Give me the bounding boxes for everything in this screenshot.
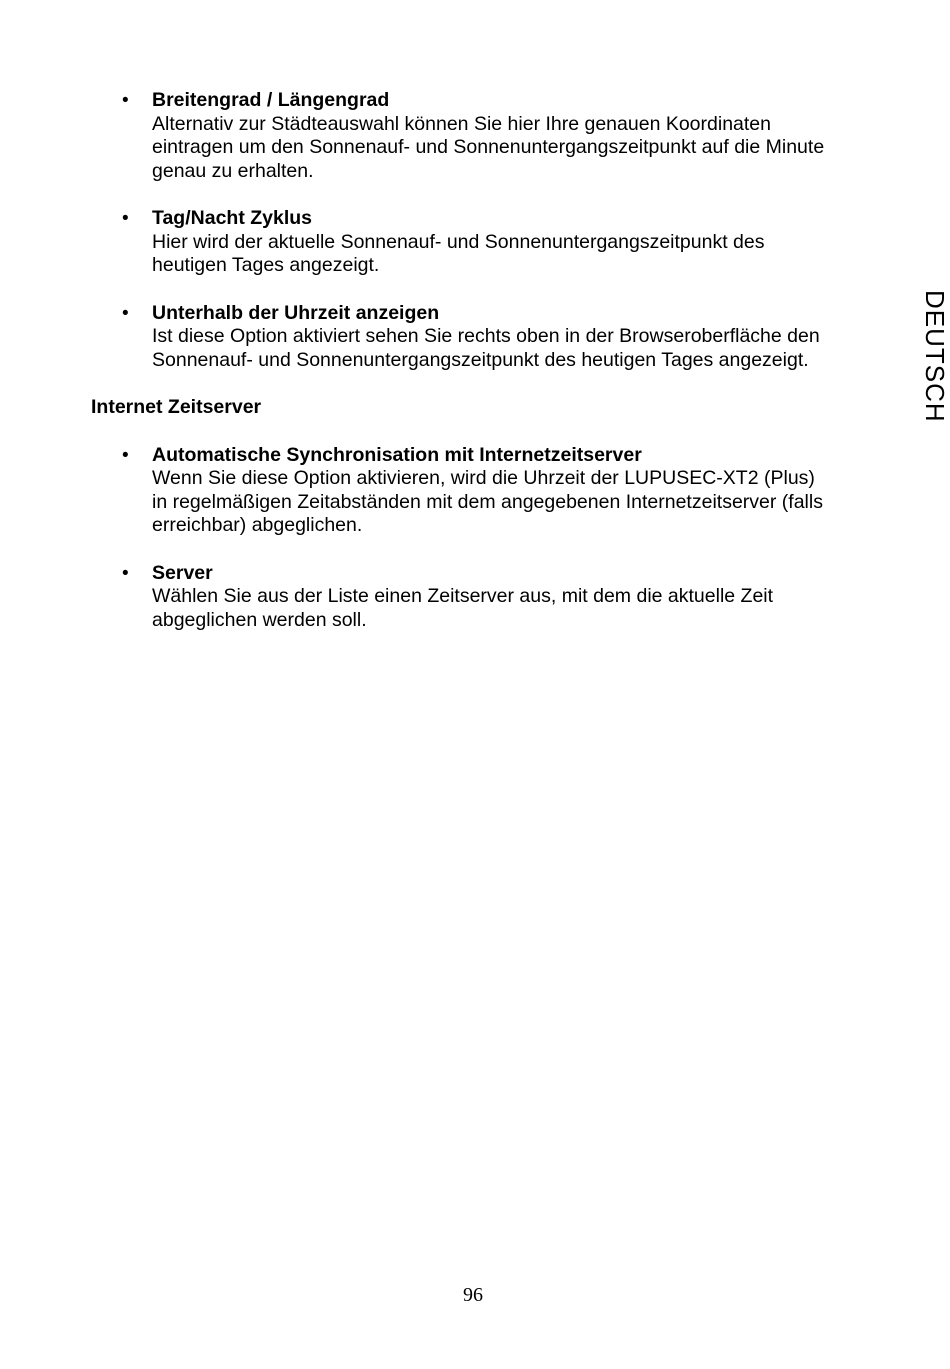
item-title: Automatische Synchronisation mit Internetzeitserver (152, 443, 642, 466)
item-description: Ist diese Option aktiviert sehen Sie rechts oben in der Browseroberfläche den Sonnenauf- und Sonnenuntergangszeitpunkt des heutigen Tages angezeigt. (152, 325, 820, 371)
item-description: Wenn Sie diese Option aktivieren, wird die Uhrzeit der LUPUSEC-XT2 (Plus) in regelmäßigen Zeitabständen mit dem angegebenen Internetzeitserver (falls erreichbar) abgeglichen. (152, 467, 823, 536)
bullet-icon: • (122, 208, 129, 229)
bullet-icon: • (122, 444, 129, 466)
item-description: Hier wird der aktuelle Sonnenauf- und Sonnenuntergangszeitpunkt des heutigen Tages angezeigt. (152, 230, 765, 276)
item-title: Server (152, 561, 213, 584)
item-title: Unterhalb der Uhrzeit anzeigen (152, 301, 440, 324)
list-item (91, 562, 871, 633)
item-title: Tag/Nacht Zyklus (152, 207, 313, 229)
document-body (91, 89, 871, 656)
list-item (91, 302, 871, 373)
page-number: 96 (463, 1284, 483, 1306)
section-location (91, 89, 871, 372)
language-side-label: DEUTSCH (920, 290, 950, 423)
bullet-icon: • (122, 562, 129, 584)
bullet-icon: • (122, 302, 129, 324)
list-item (91, 89, 871, 183)
list-item (91, 207, 871, 278)
bullet-icon: • (122, 90, 129, 111)
item-description: Wählen Sie aus der Liste einen Zeitserver aus, mit dem die aktuelle Zeit abgeglichen werden soll. (152, 585, 774, 631)
section-time-server (91, 396, 871, 632)
section-heading: Internet Zeitserver (91, 396, 262, 418)
item-description: Alternativ zur Städteauswahl können Sie hier Ihre genauen Koordinaten eintragen um den Sonnenauf- und Sonnenuntergangszeitpunkt auf die Minute genau zu erhalten. (152, 112, 825, 182)
item-title: Breitengrad / Längengrad (152, 89, 390, 111)
list-item (91, 444, 871, 538)
